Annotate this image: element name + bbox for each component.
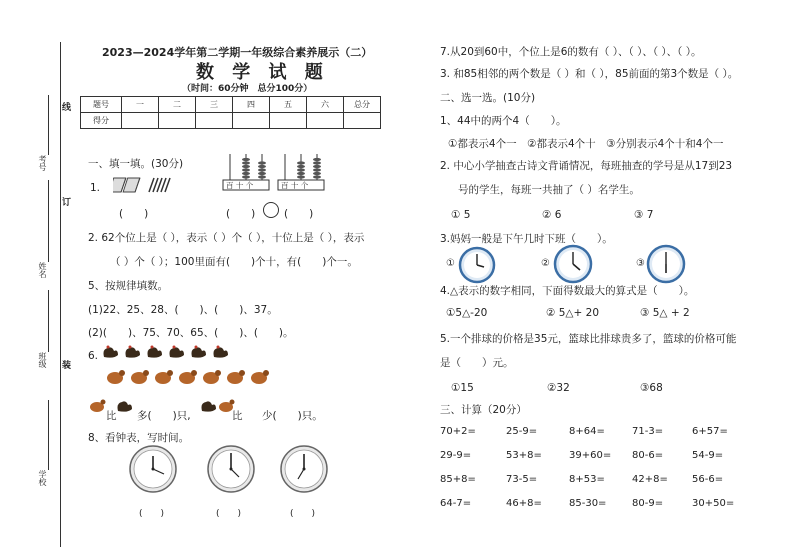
binding-char-bind: 订 <box>62 198 72 208</box>
clock-1-image <box>128 444 178 494</box>
clock-3-image <box>279 444 329 494</box>
choice5-option-c[interactable]: ③68 <box>640 382 663 394</box>
class-label: 班级 <box>38 352 47 368</box>
choice3-option-c-label[interactable]: ③ <box>636 258 645 269</box>
q6-text-c: 比 <box>232 410 243 422</box>
calc-item[interactable]: 73-5= <box>506 474 538 485</box>
choice3-text: 3.妈妈一般是下午几时下班（ ）。 <box>440 233 613 245</box>
rooster-row-image <box>100 343 240 361</box>
choice5-line1: 5.一个排球的价格是35元，篮球比排球贵多了，篮球的价格可能 <box>440 333 737 345</box>
q6-blank-less: 少( )只。 <box>262 410 323 422</box>
part1-heading: 一、填一填。(30分) <box>88 158 184 170</box>
q6-blank-more: 多( )只, <box>137 410 191 422</box>
score-input[interactable] <box>344 113 381 129</box>
score-input[interactable] <box>159 113 196 129</box>
score-table-score-row <box>81 113 381 129</box>
calc-item[interactable]: 70+2= <box>440 426 476 437</box>
q5-line2: (2)( )、75、70、65、( )、( )。 <box>88 327 294 339</box>
time-info: （时间：60分钟 总分100分） <box>182 84 313 94</box>
q7-text: 7.从20到60中，个位上是6的数有（ ）、（ ）、（ ）、（ ）。 <box>440 46 702 58</box>
calc-item[interactable]: 64-7= <box>440 498 472 509</box>
choice4-option-c[interactable]: ③ 5△ + 2 <box>640 307 690 319</box>
q3-text: 3. 和85相邻的两个数是（ ）和（ ），85前面的第3个数是（ ）。 <box>440 68 739 80</box>
q2-line2: （ ）个（ ）；100里面有( )个十，有( )个一。 <box>110 256 358 268</box>
calc-item[interactable]: 42+8= <box>632 474 668 485</box>
q2-line1: 2. 62个位上是（ ），表示（ ）个（ ），十位上是（ ），表示 <box>88 232 365 244</box>
choice4-option-b[interactable]: ② 5△+ 20 <box>546 307 600 319</box>
part3-heading: 三、计算（20分） <box>440 404 527 416</box>
exam-no-label: 考号 <box>38 155 47 171</box>
class-field[interactable] <box>48 290 49 352</box>
choice3-option-b-label[interactable]: ② <box>541 258 550 269</box>
q6-label: 6. <box>88 350 99 362</box>
choice2-line1: 2. 中心小学抽查古诗文背诵情况，每班抽查的学号是从17到23 <box>440 160 733 172</box>
calc-item[interactable]: 25-9= <box>506 426 538 437</box>
score-cell: 四 <box>233 97 270 113</box>
choice5-option-b[interactable]: ②32 <box>547 382 570 394</box>
score-cell: 得分 <box>81 113 122 129</box>
calc-item[interactable]: 8+64= <box>569 426 605 437</box>
part2-heading: 二、选一选。(10分) <box>440 92 536 104</box>
score-input[interactable] <box>307 113 344 129</box>
choice2-line2: 号的学生，每班一共抽了（ ）名学生。 <box>458 184 640 196</box>
choice3-clock-a-image <box>458 246 496 284</box>
score-cell: 三 <box>196 97 233 113</box>
score-input[interactable] <box>122 113 159 129</box>
exam-no-field[interactable] <box>48 95 49 155</box>
choice4-text: 4.△表示的数字相同，下面得数最大的算式是（ ）。 <box>440 285 695 297</box>
calc-item[interactable]: 29-9= <box>440 450 472 461</box>
q1-label: 1. <box>90 182 101 194</box>
score-input[interactable] <box>196 113 233 129</box>
calc-item[interactable]: 85-30= <box>569 498 607 509</box>
clock-2-answer[interactable]: ( ) <box>216 509 242 519</box>
choice4-option-a[interactable]: ①5△-20 <box>446 307 488 319</box>
calc-item[interactable]: 46+8= <box>506 498 542 509</box>
choice5-option-a[interactable]: ①15 <box>451 382 474 394</box>
calc-item[interactable]: 39+60= <box>569 450 612 461</box>
clock-3-answer[interactable]: ( ) <box>290 509 316 519</box>
calc-item[interactable]: 53+8= <box>506 450 542 461</box>
choice3-clock-b-image <box>553 244 593 284</box>
calc-item[interactable]: 54-9= <box>692 450 724 461</box>
q1-blank-c[interactable]: ( ) <box>284 208 314 220</box>
q1-blank-a[interactable]: ( ) <box>119 208 149 220</box>
calc-item[interactable]: 85+8= <box>440 474 476 485</box>
abacus-1-places: 百 十 个 <box>226 181 254 190</box>
score-table <box>80 96 381 129</box>
q5-line1: (1)22、25、28、( )、( )、37。 <box>88 304 278 316</box>
calc-item[interactable]: 71-3= <box>632 426 664 437</box>
name-label: 姓名 <box>38 262 47 278</box>
calc-item[interactable]: 6+57= <box>692 426 728 437</box>
calc-item[interactable]: 30+50= <box>692 498 735 509</box>
score-cell: 总分 <box>344 97 381 113</box>
compare-circle[interactable] <box>263 202 279 218</box>
clock-2-image <box>206 444 256 494</box>
calc-item[interactable]: 8+53= <box>569 474 605 485</box>
hen-row-image <box>105 367 275 387</box>
score-input[interactable] <box>233 113 270 129</box>
calc-item[interactable]: 80-9= <box>632 498 664 509</box>
score-cell: 一 <box>122 97 159 113</box>
choice2-option-c[interactable]: ③ 7 <box>634 209 654 221</box>
binding-line <box>60 42 61 547</box>
score-table-header-row <box>81 97 381 113</box>
choice3-clock-c-image <box>646 244 686 284</box>
choice2-option-b[interactable]: ② 6 <box>542 209 562 221</box>
choice1-options[interactable]: ①都表示4个一 ②都表示4个十 ③分别表示4个十和4个一 <box>448 138 724 150</box>
stick-bundles-image <box>113 174 175 196</box>
choice3-option-a-label[interactable]: ① <box>446 258 455 269</box>
abacus-2-places: 百 十 个 <box>281 181 309 190</box>
exam-name: 2023—2024学年第二学期一年级综合素养展示（二） <box>102 46 373 59</box>
choice2-option-a[interactable]: ① 5 <box>451 209 471 221</box>
score-cell: 六 <box>307 97 344 113</box>
score-cell: 题号 <box>81 97 122 113</box>
name-field[interactable] <box>48 180 49 262</box>
q8-heading: 8、看钟表，写时间。 <box>88 432 190 444</box>
choice5-line2: 是（ ）元。 <box>440 357 514 369</box>
binding-char-stitch: 装 <box>62 361 72 371</box>
score-input[interactable] <box>270 113 307 129</box>
calc-item[interactable]: 56-6= <box>692 474 724 485</box>
q1-blank-b[interactable]: ( ) <box>226 208 256 220</box>
calc-item[interactable]: 80-6= <box>632 450 664 461</box>
subject-title: 数 学 试 题 <box>196 62 329 83</box>
choice1-text: 1、44中的两个4（ ）。 <box>440 115 567 127</box>
clock-1-answer[interactable]: ( ) <box>139 509 165 519</box>
binding-char-line: 线 <box>62 103 72 113</box>
score-cell: 五 <box>270 97 307 113</box>
q5-heading: 5、按规律填数。 <box>88 280 169 292</box>
school-field[interactable] <box>48 400 49 470</box>
q6-text-a: 比 <box>106 410 117 422</box>
score-cell: 二 <box>159 97 196 113</box>
school-label: 学校 <box>38 470 47 486</box>
